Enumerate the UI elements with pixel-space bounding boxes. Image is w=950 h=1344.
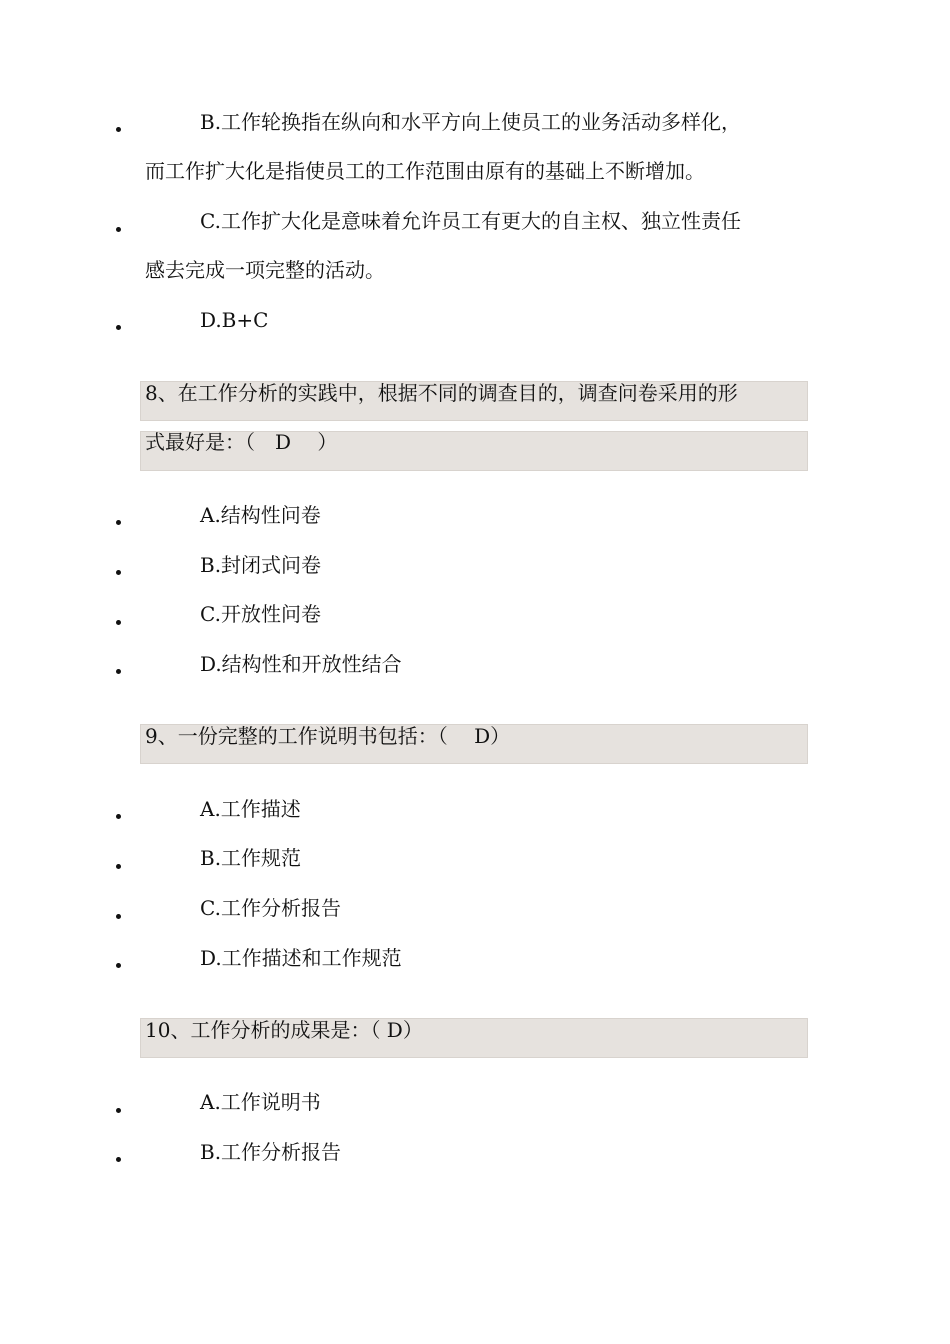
- option-a: A.工作描述: [200, 797, 301, 821]
- option-c-line1: C.工作扩大化是意味着允许员工有更大的自主权、独立性责任: [200, 209, 741, 233]
- option-c: C.开放性问卷: [200, 602, 321, 626]
- bullet: [116, 570, 121, 575]
- option-d: D.结构性和开放性结合: [200, 652, 402, 676]
- bullet: [116, 864, 121, 869]
- bullet: [116, 1108, 121, 1113]
- option-b-line2: 而工作扩大化是指使员工的工作范围由原有的基础上不断增加。: [145, 159, 705, 183]
- bullet: [116, 669, 121, 674]
- option-d: D.工作描述和工作规范: [200, 946, 402, 970]
- question-10-line1: 10、工作分析的成果是：（ D）: [145, 1018, 423, 1042]
- option-a: A.工作说明书: [200, 1090, 321, 1114]
- bullet: [116, 127, 121, 132]
- option-b: B.工作规范: [200, 846, 302, 870]
- bullet: [116, 520, 121, 525]
- option-c-line2: 感去完成一项完整的活动。: [145, 258, 385, 282]
- option-b: B.工作分析报告: [200, 1140, 342, 1164]
- option-b: B.封闭式问卷: [200, 553, 322, 577]
- option-c: C.工作分析报告: [200, 896, 341, 920]
- question-8-line1: 8、在工作分析的实践中，根据不同的调查目的，调查问卷采用的形: [145, 381, 738, 405]
- option-d: D.B+C: [200, 308, 269, 332]
- bullet: [116, 1157, 121, 1162]
- bullet: [116, 814, 121, 819]
- bullet: [116, 914, 121, 919]
- question-9-line1: 9、一份完整的工作说明书包括：（ D）: [145, 724, 511, 748]
- option-a: A.结构性问卷: [200, 503, 321, 527]
- bullet: [116, 325, 121, 330]
- bullet: [116, 963, 121, 968]
- bullet: [116, 227, 121, 232]
- question-8-line2: 式最好是：（ D ）: [145, 430, 338, 454]
- bullet: [116, 620, 121, 625]
- option-b-line1: B.工作轮换指在纵向和水平方向上使员工的业务活动多样化，: [200, 110, 742, 134]
